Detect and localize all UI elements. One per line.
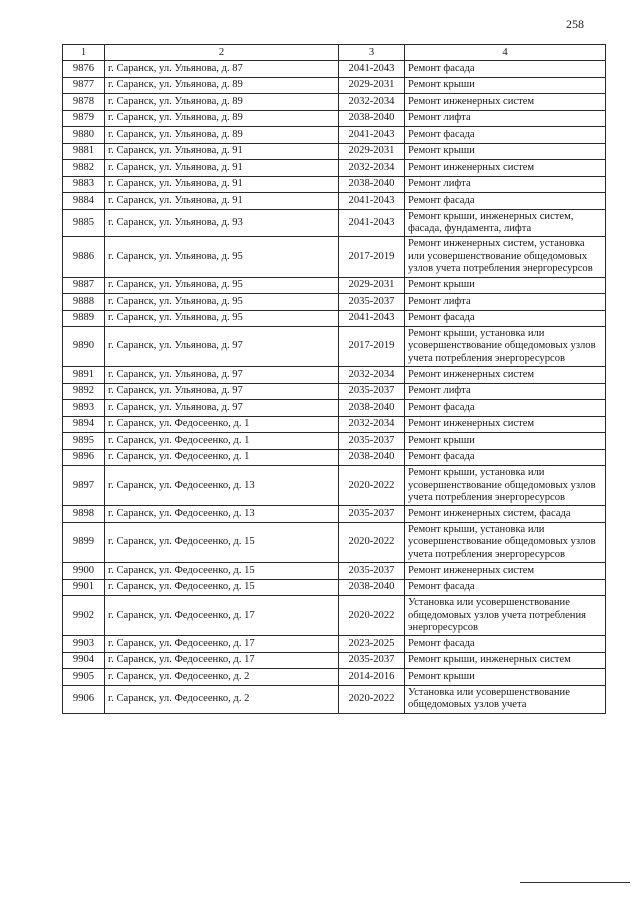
- row-number-cell: 9876: [63, 61, 105, 78]
- row-number-cell: 9892: [63, 383, 105, 400]
- row-address-cell: г. Саранск, ул. Ульянова, д. 95: [105, 237, 339, 277]
- row-period-cell: 2035-2037: [339, 652, 405, 669]
- row-address-cell: г. Саранск, ул. Федосеенко, д. 15: [105, 522, 339, 562]
- row-work-cell: Ремонт фасада: [405, 400, 606, 417]
- row-number-cell: 9902: [63, 596, 105, 636]
- row-period-cell: 2035-2037: [339, 383, 405, 400]
- row-period-cell: 2032-2034: [339, 94, 405, 111]
- column-header-period: 3: [339, 45, 405, 61]
- table-row: [63, 77, 606, 94]
- row-number-cell: 9879: [63, 110, 105, 127]
- table-row: [63, 193, 606, 210]
- row-work-cell: Ремонт инженерных систем, фасада: [405, 506, 606, 523]
- row-address-cell: г. Саранск, ул. Ульянова, д. 97: [105, 400, 339, 417]
- row-address-cell: г. Саранск, ул. Федосеенко, д. 2: [105, 685, 339, 713]
- table-row: [63, 669, 606, 686]
- row-number-cell: 9904: [63, 652, 105, 669]
- row-number-cell: 9887: [63, 277, 105, 294]
- row-period-cell: 2029-2031: [339, 143, 405, 160]
- row-work-cell: Ремонт фасада: [405, 127, 606, 144]
- table-row: [63, 127, 606, 144]
- row-period-cell: 2041-2043: [339, 127, 405, 144]
- table-row: [63, 685, 606, 713]
- table-row: [63, 160, 606, 177]
- row-address-cell: г. Саранск, ул. Федосеенко, д. 1: [105, 449, 339, 466]
- table-row: [63, 94, 606, 111]
- row-period-cell: 2041-2043: [339, 193, 405, 210]
- row-number-cell: 9884: [63, 193, 105, 210]
- row-work-cell: Ремонт инженерных систем: [405, 416, 606, 433]
- row-number-cell: 9900: [63, 563, 105, 580]
- row-address-cell: г. Саранск, ул. Федосеенко, д. 15: [105, 579, 339, 596]
- row-period-cell: 2038-2040: [339, 579, 405, 596]
- row-address-cell: г. Саранск, ул. Ульянова, д. 91: [105, 143, 339, 160]
- row-address-cell: г. Саранск, ул. Ульянова, д. 89: [105, 110, 339, 127]
- row-period-cell: 2014-2016: [339, 669, 405, 686]
- row-number-cell: 9888: [63, 294, 105, 311]
- row-address-cell: г. Саранск, ул. Федосеенко, д. 1: [105, 416, 339, 433]
- row-work-cell: Установка или усовершенствование общедомовых узлов учета потребления энергоресурсов: [405, 596, 606, 636]
- row-work-cell: Ремонт лифта: [405, 383, 606, 400]
- row-work-cell: Ремонт инженерных систем, установка или усовершенствование общедомовых узлов учета потребления энергоресурсов: [405, 237, 606, 277]
- row-period-cell: 2041-2043: [339, 209, 405, 237]
- row-address-cell: г. Саранск, ул. Ульянова, д. 97: [105, 383, 339, 400]
- row-period-cell: 2032-2034: [339, 160, 405, 177]
- row-number-cell: 9882: [63, 160, 105, 177]
- row-number-cell: 9881: [63, 143, 105, 160]
- table-row: [63, 294, 606, 311]
- row-work-cell: Ремонт крыши, установка или усовершенствование общедомовых узлов учета потребления энергоресурсов: [405, 466, 606, 506]
- row-address-cell: г. Саранск, ул. Ульянова, д. 89: [105, 77, 339, 94]
- row-work-cell: Ремонт инженерных систем: [405, 563, 606, 580]
- row-number-cell: 9886: [63, 237, 105, 277]
- row-address-cell: г. Саранск, ул. Ульянова, д. 91: [105, 193, 339, 210]
- row-period-cell: 2041-2043: [339, 61, 405, 78]
- row-period-cell: 2020-2022: [339, 596, 405, 636]
- row-address-cell: г. Саранск, ул. Ульянова, д. 93: [105, 209, 339, 237]
- table-row: [63, 237, 606, 277]
- row-work-cell: Ремонт инженерных систем: [405, 94, 606, 111]
- row-number-cell: 9893: [63, 400, 105, 417]
- row-number-cell: 9895: [63, 433, 105, 450]
- row-work-cell: Ремонт инженерных систем: [405, 367, 606, 384]
- table-row: [63, 327, 606, 367]
- row-period-cell: 2017-2019: [339, 327, 405, 367]
- row-number-cell: 9898: [63, 506, 105, 523]
- row-number-cell: 9890: [63, 327, 105, 367]
- row-number-cell: 9878: [63, 94, 105, 111]
- table-row: [63, 143, 606, 160]
- row-work-cell: Ремонт крыши: [405, 669, 606, 686]
- row-period-cell: 2038-2040: [339, 449, 405, 466]
- row-period-cell: 2032-2034: [339, 367, 405, 384]
- row-work-cell: Ремонт фасада: [405, 310, 606, 327]
- row-address-cell: г. Саранск, ул. Ульянова, д. 91: [105, 160, 339, 177]
- row-number-cell: 9880: [63, 127, 105, 144]
- row-work-cell: Ремонт крыши: [405, 77, 606, 94]
- table-row: [63, 176, 606, 193]
- row-address-cell: г. Саранск, ул. Ульянова, д. 95: [105, 310, 339, 327]
- row-work-cell: Ремонт фасада: [405, 579, 606, 596]
- table-row: [63, 449, 606, 466]
- row-number-cell: 9901: [63, 579, 105, 596]
- table-row: [63, 400, 606, 417]
- row-work-cell: Ремонт крыши, инженерных систем: [405, 652, 606, 669]
- table-header-row: [63, 45, 606, 61]
- row-address-cell: г. Саранск, ул. Федосеенко, д. 1: [105, 433, 339, 450]
- page-number: 258: [566, 17, 584, 31]
- row-number-cell: 9885: [63, 209, 105, 237]
- row-work-cell: Ремонт крыши: [405, 277, 606, 294]
- row-period-cell: 2029-2031: [339, 277, 405, 294]
- row-period-cell: 2020-2022: [339, 466, 405, 506]
- row-address-cell: г. Саранск, ул. Ульянова, д. 97: [105, 327, 339, 367]
- row-address-cell: г. Саранск, ул. Ульянова, д. 91: [105, 176, 339, 193]
- row-address-cell: г. Саранск, ул. Федосеенко, д. 17: [105, 636, 339, 653]
- row-period-cell: 2038-2040: [339, 176, 405, 193]
- table-row: [63, 433, 606, 450]
- row-period-cell: 2023-2025: [339, 636, 405, 653]
- row-work-cell: Установка или усовершенствование общедомовых узлов учета: [405, 685, 606, 713]
- table-row: [63, 110, 606, 127]
- row-period-cell: 2020-2022: [339, 685, 405, 713]
- table-row: [63, 277, 606, 294]
- row-work-cell: Ремонт крыши, установка или усовершенствование общедомовых узлов учета потребления энергоресурсов: [405, 522, 606, 562]
- row-address-cell: г. Саранск, ул. Федосеенко, д. 13: [105, 506, 339, 523]
- table-row: [63, 596, 606, 636]
- row-address-cell: г. Саранск, ул. Ульянова, д. 95: [105, 294, 339, 311]
- row-work-cell: Ремонт крыши, инженерных систем, фасада, фундамента, лифта: [405, 209, 606, 237]
- row-number-cell: 9906: [63, 685, 105, 713]
- table-row: [63, 383, 606, 400]
- row-address-cell: г. Саранск, ул. Федосеенко, д. 15: [105, 563, 339, 580]
- row-address-cell: г. Саранск, ул. Федосеенко, д. 17: [105, 596, 339, 636]
- row-number-cell: 9877: [63, 77, 105, 94]
- row-address-cell: г. Саранск, ул. Ульянова, д. 95: [105, 277, 339, 294]
- column-header-work: 4: [405, 45, 606, 61]
- row-work-cell: Ремонт фасада: [405, 449, 606, 466]
- row-address-cell: г. Саранск, ул. Ульянова, д. 89: [105, 94, 339, 111]
- row-number-cell: 9889: [63, 310, 105, 327]
- row-work-cell: Ремонт крыши, установка или усовершенствование общедомовых узлов учета потребления энергоресурсов: [405, 327, 606, 367]
- table-row: [63, 209, 606, 237]
- row-work-cell: Ремонт фасада: [405, 636, 606, 653]
- row-period-cell: 2041-2043: [339, 310, 405, 327]
- table-body: [63, 61, 606, 714]
- row-period-cell: 2038-2040: [339, 110, 405, 127]
- repair-schedule-table: [62, 44, 606, 714]
- row-number-cell: 9891: [63, 367, 105, 384]
- table-row: [63, 636, 606, 653]
- column-header-address: 2: [105, 45, 339, 61]
- row-period-cell: 2038-2040: [339, 400, 405, 417]
- row-number-cell: 9896: [63, 449, 105, 466]
- row-number-cell: 9883: [63, 176, 105, 193]
- row-address-cell: г. Саранск, ул. Федосеенко, д. 17: [105, 652, 339, 669]
- table-row: [63, 563, 606, 580]
- row-work-cell: Ремонт фасада: [405, 193, 606, 210]
- row-period-cell: 2029-2031: [339, 77, 405, 94]
- table-row: [63, 466, 606, 506]
- row-work-cell: Ремонт крыши: [405, 433, 606, 450]
- row-work-cell: Ремонт лифта: [405, 110, 606, 127]
- row-work-cell: Ремонт крыши: [405, 143, 606, 160]
- table-row: [63, 522, 606, 562]
- column-header-number: 1: [63, 45, 105, 61]
- row-period-cell: 2035-2037: [339, 433, 405, 450]
- row-work-cell: Ремонт лифта: [405, 294, 606, 311]
- row-work-cell: Ремонт лифта: [405, 176, 606, 193]
- table-row: [63, 310, 606, 327]
- row-period-cell: 2020-2022: [339, 522, 405, 562]
- row-address-cell: г. Саранск, ул. Ульянова, д. 97: [105, 367, 339, 384]
- table-row: [63, 416, 606, 433]
- row-work-cell: Ремонт инженерных систем: [405, 160, 606, 177]
- row-period-cell: 2017-2019: [339, 237, 405, 277]
- row-period-cell: 2035-2037: [339, 294, 405, 311]
- row-period-cell: 2035-2037: [339, 506, 405, 523]
- table-row: [63, 652, 606, 669]
- row-number-cell: 9894: [63, 416, 105, 433]
- row-number-cell: 9899: [63, 522, 105, 562]
- row-number-cell: 9905: [63, 669, 105, 686]
- row-period-cell: 2035-2037: [339, 563, 405, 580]
- table-row: [63, 579, 606, 596]
- footer-rule: [520, 882, 630, 883]
- row-address-cell: г. Саранск, ул. Ульянова, д. 87: [105, 61, 339, 78]
- row-work-cell: Ремонт фасада: [405, 61, 606, 78]
- row-address-cell: г. Саранск, ул. Федосеенко, д. 2: [105, 669, 339, 686]
- row-period-cell: 2032-2034: [339, 416, 405, 433]
- row-address-cell: г. Саранск, ул. Федосеенко, д. 13: [105, 466, 339, 506]
- row-number-cell: 9903: [63, 636, 105, 653]
- row-number-cell: 9897: [63, 466, 105, 506]
- table-row: [63, 367, 606, 384]
- table-row: [63, 61, 606, 78]
- table-row: [63, 506, 606, 523]
- row-address-cell: г. Саранск, ул. Ульянова, д. 89: [105, 127, 339, 144]
